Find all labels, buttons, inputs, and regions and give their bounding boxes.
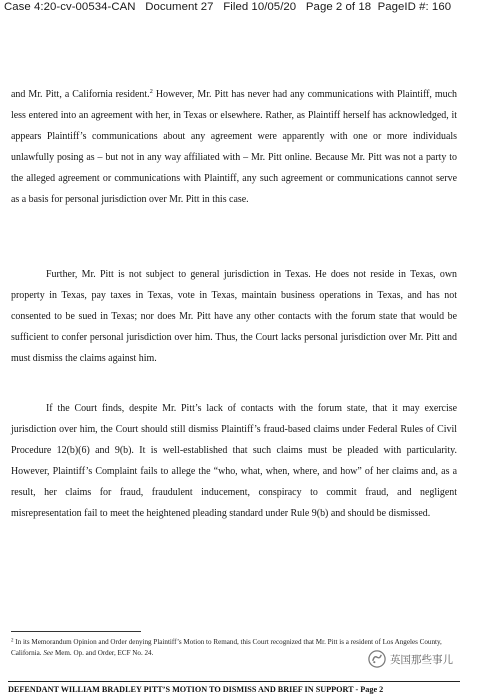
page-count: Page 2 of 18 [305, 1, 372, 13]
paragraph-1-lead: and Mr. Pitt, a California resident. [11, 89, 150, 100]
page-id: PageID #: 160 [377, 1, 452, 13]
ecf-header [4, 1, 480, 13]
case-number: Case 4:20-cv-00534-CAN [4, 1, 136, 13]
footnote-text-b: Mem. Op. and Order, ECF No. 24. [53, 649, 154, 657]
body-paragraph-1 [11, 84, 457, 210]
body-paragraph-3 [11, 398, 457, 524]
footnote-number: 2 [11, 638, 14, 644]
watermark [366, 648, 457, 670]
body-paragraph-2 [11, 264, 457, 369]
wechat-official-account-icon [368, 650, 386, 668]
footnote-signal: See [43, 649, 54, 657]
footnote-divider [11, 631, 141, 632]
watermark-text: 英国那些事儿 [390, 653, 453, 666]
page-footer: DEFENDANT WILLIAM BRADLEY PITT’S MOTION TO DISMISS AND BRIEF IN SUPPORT - Page 2 [8, 685, 384, 694]
paragraph-3-text: If the Court finds, despite Mr. Pitt’s lack of contacts with the forum state, that it may exercise jurisdiction over him, the Court should still dismiss Plaintiff’s fraud-based claims under Federal Rules of Civil Procedure 12(b)(6) and 9(b). It is well-established that such claims must be pleaded with particularity. However, Plaintiff’s Complaint fails to allege the “who, what, when, where, and how” of her claims and, as a result, her claims for fraud, fraudulent inducement, conspiracy to commit fraud, and negligent misrepresentation fail to meet the heightened pleading standard under Rule 9(b) and should be dismissed. [11, 403, 457, 519]
paragraph-1-rest: However, Mr. Pitt has never had any communications with Plaintiff, much less entered into an agreement with her, in Texas or elsewhere. Rather, as Plaintiff herself has acknowledged, it appears Plaintiff’s communications about any agreement were apparently with one or more individuals unlawfully posing as – but not in any way affiliated with – Mr. Pitt online. Because Mr. Pitt was not a party to the alleged agreement or communications with Plaintiff, any such agreement or communications cannot serve as a basis for personal jurisdiction over Mr. Pitt in this case. [11, 89, 457, 205]
filed-date: Filed 10/05/20 [223, 1, 297, 13]
document-number: Document 27 [145, 1, 214, 13]
paragraph-2-text: Further, Mr. Pitt is not subject to general jurisdiction in Texas. He does not reside in Texas, own property in Texas, pay taxes in Texas, vote in Texas, maintain business operations in Texas, and has not consented to be sued in Texas; nor does Mr. Pitt have any other contacts with the forum state that would be sufficient to confer personal jurisdiction over him. Thus, the Court lacks personal jurisdiction over Mr. Pitt and must dismiss the claims against him. [11, 269, 457, 364]
footnote-reference: 2 [149, 88, 153, 95]
footer-divider [8, 681, 460, 682]
footnote-text-a: In its Memorandum Opinion and Order denying Plaintiff’s Motion to Remand, this Court recognized that Mr. Pitt is a resident of Los Angeles County, California. [11, 638, 442, 657]
